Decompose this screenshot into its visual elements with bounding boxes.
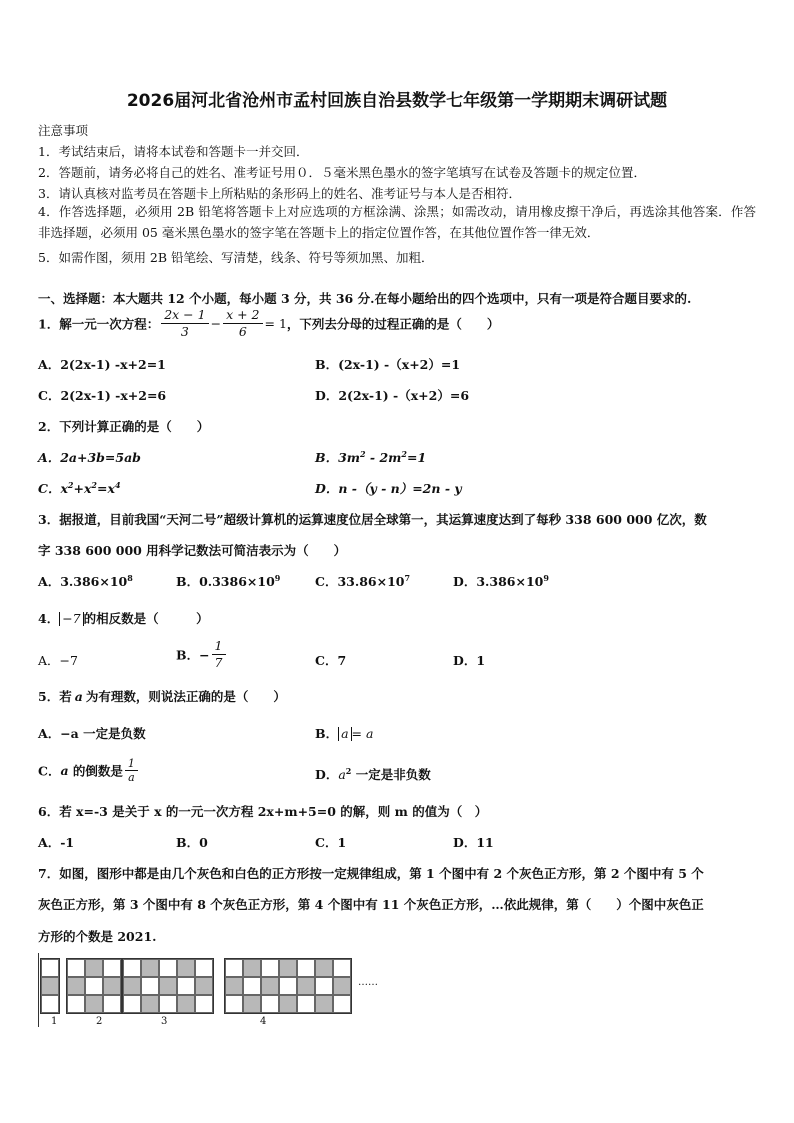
white-square bbox=[333, 995, 351, 1013]
q4-abs-value: −7 bbox=[59, 612, 83, 626]
q6-option-b: B．0 bbox=[176, 835, 208, 850]
white-square bbox=[103, 959, 121, 977]
q5-c-den: a bbox=[128, 771, 135, 784]
q2-option-a: A．2a+3b=5ab bbox=[38, 450, 141, 465]
question-7-line-1: 7．如图，图形中都是由几个灰色和白色的正方形按一定规律组成，第 1 个图中有 2 个灰色正方形，第 2 个图中有 5 个 bbox=[38, 866, 704, 881]
gray-square bbox=[225, 977, 243, 995]
gray-square bbox=[123, 977, 141, 995]
section-heading: 一、选择题：本大题共 12 个小题，每小题 3 分，共 36 分.在每小题给出的四个选项中，只有一项是符合题目要求的. bbox=[38, 291, 692, 306]
question-1-stem bbox=[38, 307, 499, 340]
q1-suffix: ，下列去分母的过程正确的是（ ） bbox=[286, 316, 500, 332]
q5-d-sup: 2 bbox=[345, 766, 352, 776]
white-square bbox=[225, 995, 243, 1013]
q3-option-d bbox=[453, 572, 549, 590]
q5-d-var: a bbox=[338, 767, 346, 782]
q2-c-part2: +x bbox=[73, 481, 92, 496]
q3-a-text: A．3.386×10 bbox=[38, 574, 128, 589]
q5-c-mid: 的倒数是 bbox=[68, 763, 123, 779]
white-square bbox=[333, 959, 351, 977]
q2-c-part3: =x bbox=[97, 481, 115, 496]
q5-option-c bbox=[38, 757, 140, 784]
notice-item-3: 3．请认真核对监考员在答题卡上所粘贴的条形码上的姓名、准考证号与本人是否相符． bbox=[38, 186, 521, 201]
q2-option-c bbox=[38, 479, 121, 497]
q3-option-c bbox=[315, 572, 410, 590]
q1-f1-den: 3 bbox=[180, 324, 189, 339]
white-square bbox=[315, 977, 333, 995]
q5-c-prefix: C． bbox=[38, 763, 61, 779]
notice-item-4: 4．作答选择题，必须用 2B 铅笔将答题卡上对应选项的方框涂满、涂黑；如需改动，请用橡皮擦干净后，再选涂其他答案．作答非选择题，必须用 05 毫米黑色墨水的签字笔在答题卡上的指定位置作答，在其他位置作答一律无效． bbox=[38, 204, 756, 240]
q2-b-part2: - 2m bbox=[365, 450, 402, 465]
q1-option-b: B．(2x-1) -（x+2）=1 bbox=[315, 357, 461, 372]
q5-stem-var: a bbox=[74, 689, 83, 704]
gray-square bbox=[315, 995, 333, 1013]
gray-square bbox=[315, 959, 333, 977]
white-square bbox=[141, 977, 159, 995]
gray-square bbox=[67, 977, 85, 995]
q3-option-a bbox=[38, 572, 133, 590]
question-4-stem bbox=[38, 609, 209, 627]
white-square bbox=[103, 995, 121, 1013]
q2-c-sup3: 4 bbox=[114, 480, 121, 490]
question-2-stem: 2．下列计算正确的是（ ） bbox=[38, 419, 210, 434]
q3-d-sup: 9 bbox=[543, 573, 549, 583]
pattern-figure-1 bbox=[40, 958, 60, 1014]
gray-square bbox=[177, 959, 195, 977]
q1-option-d: D．2(2x-1) -（x+2）=6 bbox=[315, 388, 470, 403]
gray-square bbox=[279, 995, 297, 1013]
pattern-figure-label: 4 bbox=[260, 1016, 267, 1027]
gray-square bbox=[103, 977, 121, 995]
q5-b-abs: a bbox=[338, 727, 351, 741]
white-square bbox=[261, 995, 279, 1013]
q5-c-var: a bbox=[60, 763, 69, 778]
pattern-figure-2 bbox=[66, 958, 122, 1014]
q2-c-sup1: 2 bbox=[67, 480, 74, 490]
gray-square bbox=[159, 977, 177, 995]
notice-item-1: 1．考试结束后，请将本试卷和答题卡一并交回． bbox=[38, 144, 309, 159]
white-square bbox=[195, 995, 213, 1013]
q5-option-b bbox=[315, 724, 373, 742]
notice-item-2: 2．答题前，请务必将自己的姓名、准考证号用０．５毫米黑色墨水的签字笔填写在试卷及答题卡的规定位置． bbox=[38, 165, 646, 180]
q3-a-sup: 8 bbox=[127, 573, 133, 583]
q4-b-fraction bbox=[212, 638, 226, 671]
q3-b-sup: 9 bbox=[274, 573, 281, 583]
q5-c-fraction bbox=[125, 757, 138, 784]
white-square bbox=[159, 959, 177, 977]
q4-option-d: D．1 bbox=[453, 653, 486, 668]
white-square bbox=[297, 995, 315, 1013]
q2-b-sup1: 2 bbox=[360, 449, 366, 459]
q1-option-a: A．2(2x-1) -x+2=1 bbox=[38, 357, 166, 372]
q2-b-part1: B．3m bbox=[315, 450, 360, 465]
q2-option-d: D．n -（y - n）=2n - y bbox=[315, 481, 462, 496]
q4-option-c: C．7 bbox=[315, 653, 347, 668]
q1-f2-num: x + 2 bbox=[223, 307, 262, 324]
q1-fraction-1 bbox=[161, 307, 208, 340]
q1-f1-num: 2x − 1 bbox=[161, 307, 208, 324]
q6-option-a: A．-1 bbox=[38, 835, 75, 850]
notice-item-5: 5．如需作图，须用 2B 铅笔绘、写清楚，线条、符号等须加黑、加粗． bbox=[38, 250, 434, 265]
white-square bbox=[41, 959, 59, 977]
gray-square bbox=[85, 959, 103, 977]
q1-prefix: 1．解一元一次方程： bbox=[38, 316, 160, 332]
white-square bbox=[195, 959, 213, 977]
white-square bbox=[159, 995, 177, 1013]
question-7-line-2: 灰色正方形，第 3 个图中有 8 个灰色正方形，第 4 个图中有 11 个灰色正方形，…依此规律，第（ ）个图中灰色正 bbox=[38, 897, 704, 912]
gray-square bbox=[41, 977, 59, 995]
white-square bbox=[67, 959, 85, 977]
q5-c-num: 1 bbox=[125, 757, 138, 771]
q1-option-c: C．2(2x-1) -x+2=6 bbox=[38, 388, 167, 403]
q5-b-rhs: = a bbox=[351, 726, 374, 741]
q3-option-b bbox=[176, 572, 280, 590]
notice-heading: 注意事项 bbox=[38, 123, 89, 138]
white-square bbox=[261, 959, 279, 977]
q2-c-sup2: 2 bbox=[91, 480, 97, 490]
gray-square bbox=[141, 959, 159, 977]
gray-square bbox=[177, 995, 195, 1013]
q4-option-b bbox=[176, 638, 228, 671]
q3-b-text: B．0.3386×10 bbox=[176, 574, 275, 589]
white-square bbox=[67, 995, 85, 1013]
q5-stem-post: 为有理数，则说法正确的是（ ） bbox=[85, 689, 286, 704]
q4-number: 4． bbox=[38, 611, 60, 626]
pattern-figure-3 bbox=[122, 958, 214, 1014]
question-3-line-1: 3．据报道，目前我国“天河二号”超级计算机的运算速度位居全球第一，其运算速度达到了每秒 338 600 000 亿次，数 bbox=[38, 512, 707, 527]
white-square bbox=[41, 995, 59, 1013]
q3-c-sup: 7 bbox=[404, 573, 411, 583]
q2-b-part3: =1 bbox=[406, 450, 427, 465]
white-square bbox=[123, 995, 141, 1013]
q5-option-a: A．−a 一定是负数 bbox=[38, 726, 146, 741]
q5-b-prefix: B． bbox=[315, 726, 339, 741]
page-title: 2026届河北省沧州市孟村回族自治县数学七年级第一学期期末调研试题 bbox=[126, 91, 668, 111]
gray-square bbox=[85, 995, 103, 1013]
q4-b-den: 7 bbox=[214, 655, 223, 670]
question-6-stem: 6．若 x=-3 是关于 x 的一元一次方程 2x+m+5=0 的解，则 m 的值为（ ） bbox=[38, 804, 488, 819]
q1-minus: − bbox=[210, 316, 222, 331]
q3-c-text: C．33.86×10 bbox=[315, 574, 405, 589]
q1-f2-den: 6 bbox=[238, 324, 247, 339]
q5-d-prefix: D． bbox=[315, 767, 339, 782]
q3-d-text: D．3.386×10 bbox=[453, 574, 544, 589]
q4-b-prefix: B．− bbox=[176, 647, 210, 663]
question-7-line-3: 方形的个数是 2021. bbox=[38, 929, 157, 944]
gray-square bbox=[297, 977, 315, 995]
gray-square bbox=[261, 977, 279, 995]
q2-b-sup2: 2 bbox=[401, 449, 407, 459]
question-5-stem bbox=[38, 687, 286, 705]
figure-axis-line bbox=[38, 953, 39, 1027]
white-square bbox=[297, 959, 315, 977]
pattern-figure-label: 1 bbox=[51, 1016, 58, 1027]
gray-square bbox=[279, 959, 297, 977]
gray-square bbox=[243, 995, 261, 1013]
white-square bbox=[279, 977, 297, 995]
q6-option-c: C．1 bbox=[315, 835, 347, 850]
white-square bbox=[123, 959, 141, 977]
gray-square bbox=[243, 959, 261, 977]
q2-option-b bbox=[315, 448, 426, 466]
question-3-line-2: 字 338 600 000 用科学记数法可简洁表示为（ ） bbox=[38, 543, 347, 558]
gray-square bbox=[141, 995, 159, 1013]
q5-option-d bbox=[315, 765, 431, 783]
q1-fraction-2 bbox=[223, 307, 262, 340]
q4-b-num: 1 bbox=[212, 638, 226, 655]
white-square bbox=[243, 977, 261, 995]
white-square bbox=[225, 959, 243, 977]
white-square bbox=[177, 977, 195, 995]
gray-square bbox=[333, 977, 351, 995]
q1-eq: = 1 bbox=[264, 316, 287, 331]
q4-option-a: A．−7 bbox=[38, 653, 78, 668]
pattern-figure-label: 2 bbox=[96, 1016, 103, 1027]
q6-option-d: D．11 bbox=[453, 835, 494, 850]
q5-stem-pre: 5．若 bbox=[38, 689, 72, 704]
q4-suffix: 的相反数是（ ） bbox=[83, 611, 209, 626]
q2-c-part1: C．x bbox=[38, 481, 68, 496]
pattern-figure-4 bbox=[224, 958, 352, 1014]
gray-square bbox=[195, 977, 213, 995]
q5-d-suffix: 一定是非负数 bbox=[351, 767, 431, 782]
pattern-ellipsis: …… bbox=[358, 977, 378, 988]
pattern-figure-label: 3 bbox=[161, 1016, 168, 1027]
white-square bbox=[85, 977, 103, 995]
